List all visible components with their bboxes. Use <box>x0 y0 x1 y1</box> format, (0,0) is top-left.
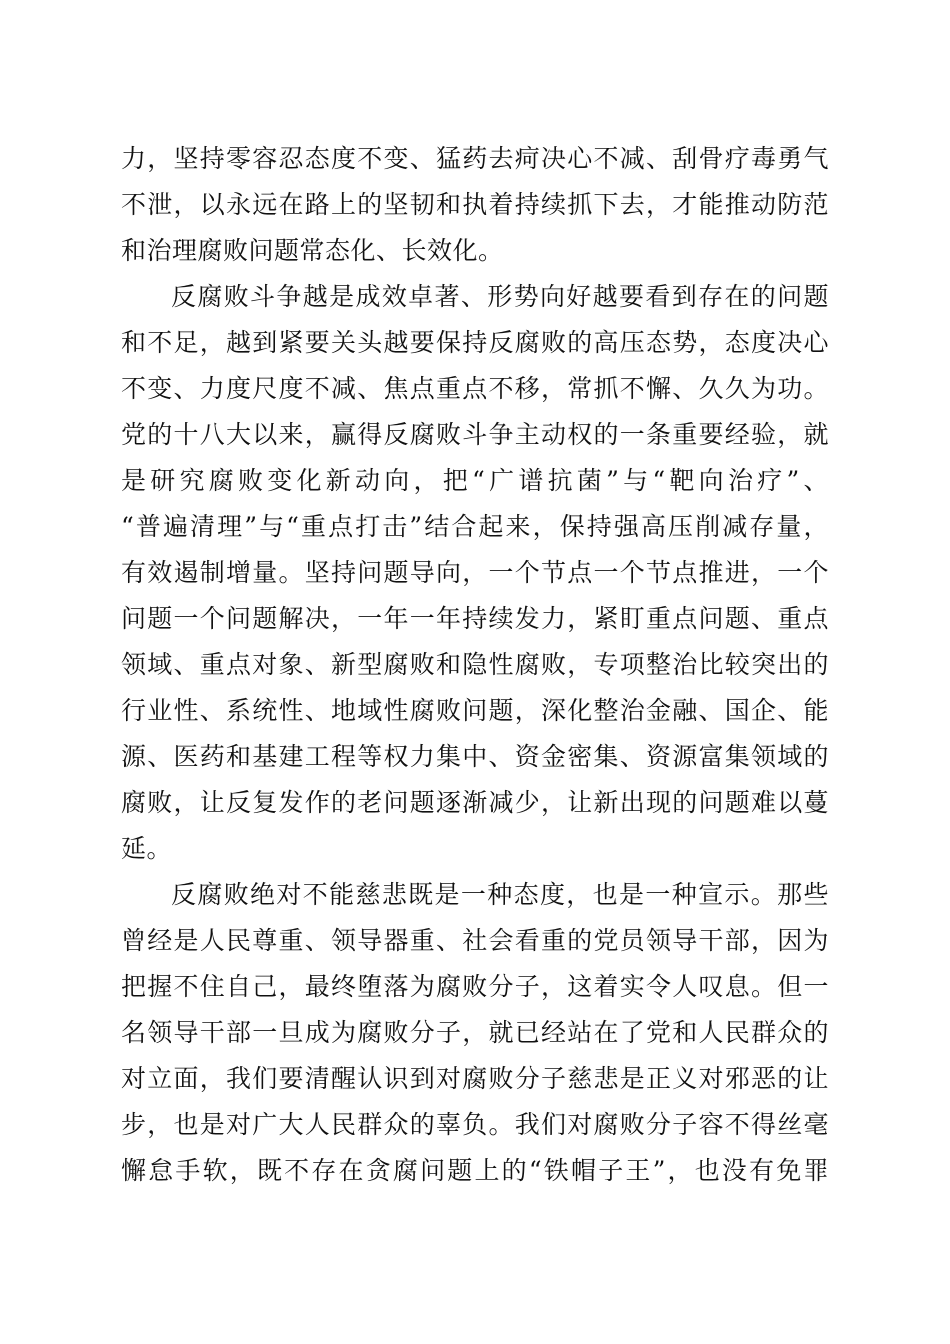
paragraph-line: 党的十八大以来，赢得反腐败斗争主动权的一条重要经验，就 <box>121 420 829 449</box>
paragraph-line: 源、医药和基建工程等权力集中、资金密集、资源富集领域的 <box>121 742 829 771</box>
paragraph-line: 问题一个问题解决，一年一年持续发力，紧盯重点问题、重点 <box>121 604 829 633</box>
paragraph-line: 对立面，我们要清醒认识到对腐败分子慈悲是正义对邪恶的让 <box>121 1064 829 1093</box>
paragraph-line: 曾经是人民尊重、领导器重、社会看重的党员领导干部，因为 <box>121 926 829 955</box>
paragraph-line: 有效遏制增量。坚持问题导向，一个节点一个节点推进，一个 <box>121 558 829 587</box>
paragraph-line: 领域、重点对象、新型腐败和隐性腐败，专项整治比较突出的 <box>121 650 829 679</box>
paragraph-line: 腐败，让反复发作的老问题逐渐减少，让新出现的问题难以蔓 <box>121 788 829 817</box>
paragraph-line: 和治理腐败问题常态化、长效化。 <box>121 236 504 265</box>
paragraph-line: 把握不住自己，最终堕落为腐败分子，这着实令人叹息。但一 <box>121 972 829 1001</box>
paragraph-line: 力，坚持零容忍态度不变、猛药去疴决心不减、刮骨疗毒勇气 <box>121 144 829 173</box>
paragraph-line: 名领导干部一旦成为腐败分子，就已经站在了党和人民群众的 <box>121 1018 829 1047</box>
paragraph-line: 行业性、系统性、地域性腐败问题，深化整治金融、国企、能 <box>121 696 829 725</box>
paragraph-line: 反腐败绝对不能慈悲既是一种态度，也是一种宣示。那些 <box>171 880 829 909</box>
paragraph-line: 不变、力度尺度不减、焦点重点不移，常抓不懈、久久为功。 <box>121 374 829 403</box>
paragraph-line: 延。 <box>121 834 173 863</box>
paragraph-line: 反腐败斗争越是成效卓著、形势向好越要看到存在的问题 <box>171 282 829 311</box>
paragraph-line: 步，也是对广大人民群众的辜负。我们对腐败分子容不得丝毫 <box>121 1110 829 1139</box>
paragraph-1 <box>121 136 829 274</box>
paragraph-2 <box>121 274 829 872</box>
paragraph-line: 是研究腐败变化新动向，把“广谱抗菌”与“靶向治疗”、 <box>121 466 829 495</box>
paragraph-line: 懈怠手软，既不存在贪腐问题上的“铁帽子王”，也没有免罪 <box>121 1156 829 1185</box>
paragraph-line: 不泄，以永远在路上的坚韧和执着持续抓下去，才能推动防范 <box>121 190 829 219</box>
paragraph-line: 和不足，越到紧要关头越要保持反腐败的高压态势，态度决心 <box>121 328 829 357</box>
document-body <box>121 136 829 1194</box>
paragraph-3 <box>121 872 829 1194</box>
paragraph-line: “普遍清理”与“重点打击”结合起来，保持强高压削减存量， <box>121 512 829 541</box>
